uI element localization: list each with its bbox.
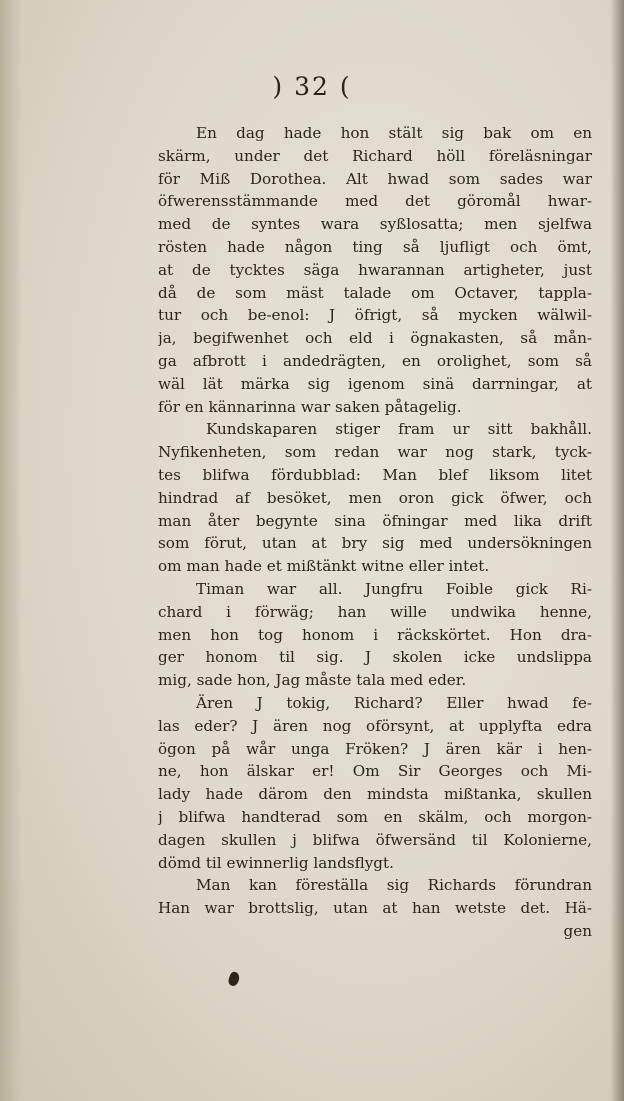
page-number: ) 32 ( xyxy=(272,72,352,101)
text-line: hindrad af besöket, men oron gick öfwer, och xyxy=(158,488,592,507)
text-line: mig, sade hon, Jag måste tala med eder. xyxy=(158,671,467,690)
text-line: för Miß Dorothea. Alt hwad som sades war xyxy=(158,169,592,188)
text-line: Man kan föreställa sig Richards förundran xyxy=(196,876,592,895)
text-line: ögon på wår unga Fröken? J ären kär i hen- xyxy=(158,739,592,758)
text-line: för en kännarinna war saken påtagelig. xyxy=(158,397,462,416)
text-line: då de som mäst talade om Octaver, tappla- xyxy=(158,283,592,302)
text-line: las eder? J ären nog oförsynt, at upplyfta edra xyxy=(158,716,592,735)
text-line: Ären J tokig, Richard? Eller hwad fe- xyxy=(196,693,592,712)
text-line: dagen skullen j blifwa öfwersänd til Kolonierne, xyxy=(158,830,592,849)
text-line: Kundskaparen stiger fram ur sitt bakhåll. xyxy=(206,420,592,439)
text-line: Han war brottslig, utan at han wetste det. Hä- xyxy=(158,899,592,918)
catchword: gen xyxy=(563,921,592,940)
text-line: dömd til ewinnerlig landsflygt. xyxy=(158,853,394,872)
text-line: at de tycktes säga hwarannan artigheter, just xyxy=(158,260,592,279)
text-line: tur och be-enol: J öfrigt, så mycken wälwil- xyxy=(158,306,592,325)
text-line: skärm, under det Richard höll föreläsningar xyxy=(158,146,592,165)
text-line: om man hade et mißtänkt witne eller intet. xyxy=(158,557,490,576)
text-line: wäl lät märka sig igenom sinä darrningar, at xyxy=(158,374,592,393)
text-line: En dag hade hon stält sig bak om en xyxy=(196,124,592,142)
text-line: rösten hade någon ting så ljufligt och ömt, xyxy=(158,237,592,256)
text-line: ga afbrott i andedrägten, en orolighet, som så xyxy=(158,351,592,370)
text-line: Timan war all. Jungfru Foible gick Ri- xyxy=(196,579,592,598)
text-line: Nyfikenheten, som redan war nog stark, tyck- xyxy=(158,443,592,462)
text-line: ger honom til sig. J skolen icke undslippa xyxy=(158,648,592,667)
text-line: som förut, utan at bry sig med undersökningen xyxy=(158,534,592,553)
text-line: chard i förwäg; han wille undwika henne, xyxy=(158,602,592,621)
ink-blot xyxy=(227,971,241,988)
text-line: man åter begynte sina öfningar med lika drift xyxy=(158,511,592,530)
text-line: men hon tog honom i räckskörtet. Hon dra- xyxy=(158,625,592,644)
text-line: ja, begifwenhet och eld i ögnakasten, så mån- xyxy=(158,329,592,348)
page-body xyxy=(158,122,592,943)
text-line: öfwerensstämmande med det göromål hwar- xyxy=(158,192,592,211)
text-line: tes blifwa fördubblad: Man blef liksom litet xyxy=(158,465,592,484)
text-line: med de syntes wara syßlosatta; men sjelfwa xyxy=(158,215,592,234)
text-line: j blifwa handterad som en skälm, och morgon- xyxy=(158,807,592,826)
text-line: ne, hon älskar er! Om Sir Georges och Mi- xyxy=(158,762,592,781)
text-line: lady hade därom den mindsta mißtanka, skullen xyxy=(158,785,592,804)
